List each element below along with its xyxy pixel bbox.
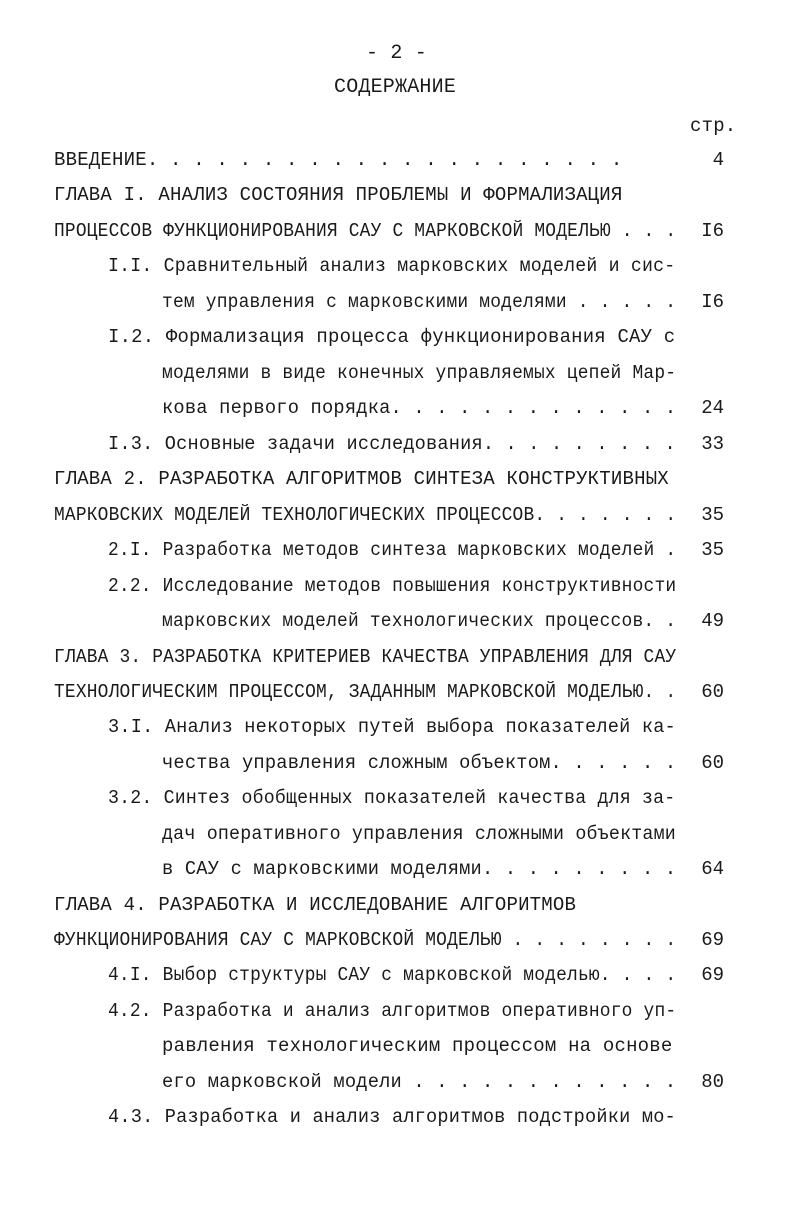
toc-entry-page: I6: [701, 291, 724, 313]
toc-entry-text: тем управления с марковскими моделями . . . . .: [162, 291, 677, 313]
toc-entry-text: ТЕХНОЛОГИЧЕСКИМ ПРОЦЕССОМ, ЗАДАННЫМ МАРКОВСКОЙ МОДЕЛЬЮ. .: [54, 681, 677, 703]
toc-entry-page: 4: [712, 149, 724, 171]
toc-entry-text: чества управления сложным объектом. . . . . .: [162, 752, 677, 774]
toc-entry-text: МАРКОВСКИХ МОДЕЛЕЙ ТЕХНОЛОГИЧЕСКИХ ПРОЦЕССОВ. . . . . . .: [54, 504, 677, 526]
toc-entry-text: ГЛАВА 4. РАЗРАБОТКА И ИССЛЕДОВАНИЕ АЛГОРИТМОВ: [54, 894, 577, 916]
toc-title: СОДЕРЖАНИЕ: [334, 76, 457, 99]
toc-entry-text: ВВЕДЕНИЕ. . . . . . . . . . . . . . . . . . . . .: [54, 149, 623, 171]
toc-entry-page: 33: [701, 433, 724, 455]
toc-entry-page: 60: [701, 752, 724, 774]
toc-entry-text: I.I. Сравнительный анализ марковских моделей и сис-: [108, 255, 676, 277]
toc-entry-text: 4.3. Разработка и анализ алгоритмов подстройки мо-: [108, 1106, 676, 1128]
toc-entry-page: 49: [701, 610, 724, 632]
toc-entry-text: 4.I. Выбор структуры САУ с марковской моделью. . . .: [108, 964, 677, 986]
toc-entry-text: ГЛАВА I. АНАЛИЗ СОСТОЯНИЯ ПРОБЛЕМЫ И ФОРМАЛИЗАЦИЯ: [54, 184, 623, 206]
toc-entry-text: 2.2. Исследование методов повышения конструктивности: [108, 575, 677, 597]
toc-entry-text: кова первого порядка. . . . . . . . . . . . .: [162, 397, 677, 419]
toc-entry-page: 80: [701, 1071, 724, 1093]
toc-entry-text: моделями в виде конечных управляемых цепей Мар-: [162, 362, 677, 384]
toc-entry-text: I.2. Формализация процесса функционирования САУ с: [108, 326, 676, 348]
toc-entry-text: 2.I. Разработка методов синтеза марковских моделей .: [108, 539, 677, 561]
toc-entry-text: ГЛАВА 2. РАЗРАБОТКА АЛГОРИТМОВ СИНТЕЗА КОНСТРУКТИВНЫХ: [54, 468, 669, 490]
toc-entry-page: 35: [701, 539, 724, 561]
toc-entry-text: в САУ с марковскими моделями. . . . . . . . .: [162, 858, 677, 880]
toc-entry-page: 60: [701, 681, 724, 703]
toc-entry-text: ПРОЦЕССОВ ФУНКЦИОНИРОВАНИЯ САУ С МАРКОВСКОЙ МОДЕЛЬЮ . . .: [54, 220, 677, 242]
toc-entry-page: 69: [701, 964, 724, 986]
toc-entry-text: марковских моделей технологических процессов. .: [162, 610, 677, 632]
page-column-header: стр.: [690, 115, 737, 137]
toc-entry-page: 35: [701, 504, 724, 526]
page-number: - 2 -: [366, 42, 428, 65]
toc-entry-text: равления технологическим процессом на основе: [162, 1035, 673, 1057]
toc-entry-text: I.3. Основные задачи исследования. . . . . . . . .: [108, 433, 676, 455]
toc-entry-page: I6: [701, 220, 724, 242]
toc-entry-page: 24: [701, 397, 724, 419]
toc-entry-page: 69: [701, 929, 724, 951]
toc-entry-text: 3.2. Синтез обобщенных показателей качества для за-: [108, 787, 676, 809]
toc-entry-text: дач оперативного управления сложными объектами: [162, 823, 676, 845]
toc-entry-text: ФУНКЦИОНИРОВАНИЯ САУ С МАРКОВСКОЙ МОДЕЛЬЮ . . . . . . . .: [54, 929, 677, 951]
toc-entry-page: 64: [701, 858, 724, 880]
toc-entry-text: 3.I. Анализ некоторых путей выбора показателей ка-: [108, 716, 676, 738]
toc-entry-text: его марковской модели . . . . . . . . . . . .: [162, 1071, 677, 1093]
toc-entry-text: ГЛАВА 3. РАЗРАБОТКА КРИТЕРИЕВ КАЧЕСТВА УПРАВЛЕНИЯ ДЛЯ САУ: [54, 646, 677, 668]
toc-entry-text: 4.2. Разработка и анализ алгоритмов оперативного уп-: [108, 1000, 677, 1022]
